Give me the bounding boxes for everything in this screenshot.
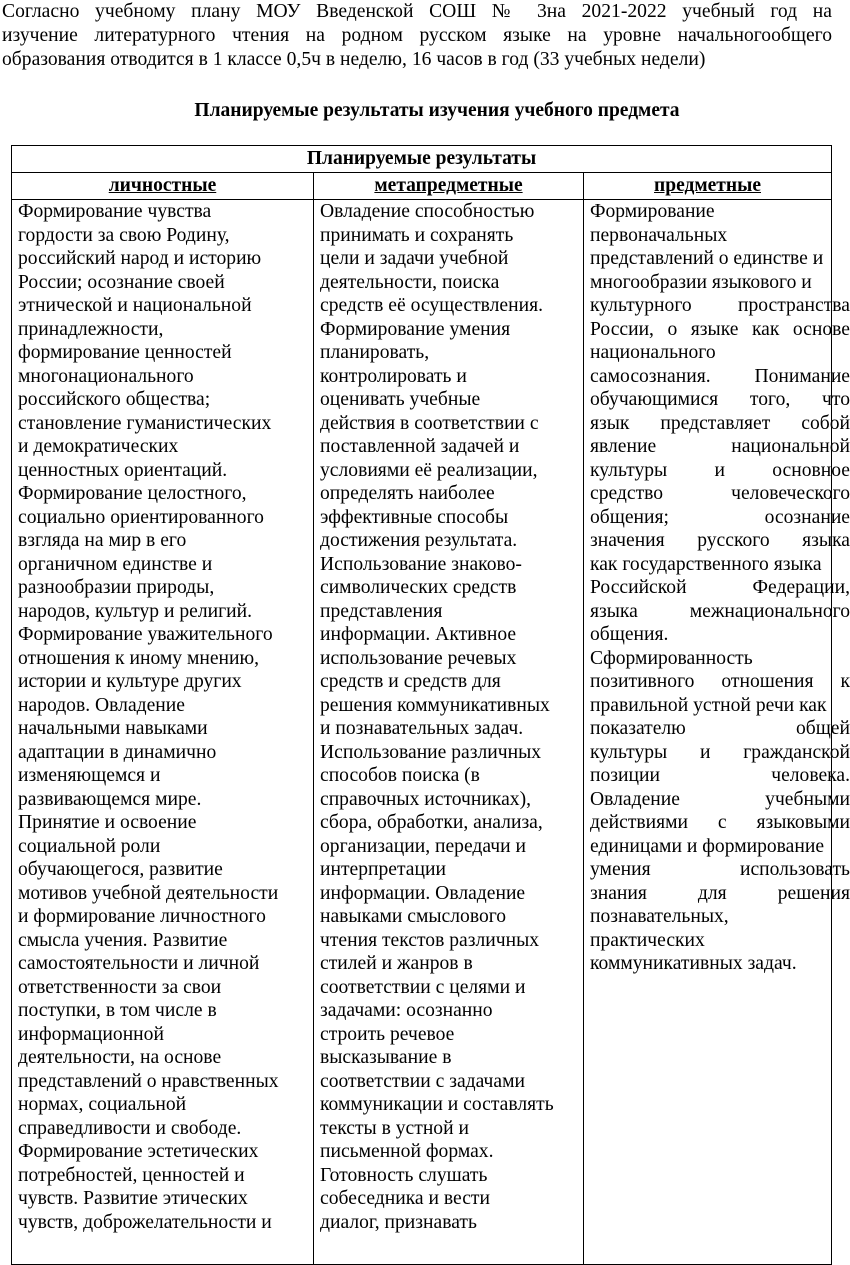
- text-line: языка межнационального: [590, 600, 850, 622]
- text-line: коммуникации и составлять: [320, 1094, 554, 1115]
- text-line: национального: [590, 342, 716, 363]
- text-line: органичном единстве и: [18, 553, 213, 575]
- text-line: значения русского языка: [590, 530, 850, 551]
- text-line: отношения к иному мнению,: [18, 647, 260, 669]
- text-line: Использование знаково-: [320, 553, 522, 575]
- text-line: организации, передачи и: [320, 835, 527, 857]
- text-line: как государственного языка: [590, 553, 822, 575]
- text-line: показателю общей: [590, 718, 850, 739]
- text-line: Овладение учебными: [590, 788, 850, 810]
- text-line: поставленной задачей и: [320, 436, 520, 457]
- text-line: высказывание в: [320, 1047, 452, 1068]
- text-line: принадлежности,: [18, 318, 164, 340]
- intro-line: Согласно учебному плану МОУ Введенской СОШ № 3на 2021-2022 учебный год на: [2, 1, 832, 22]
- text-line: коммуникативных задач.: [590, 953, 797, 974]
- text-line: правильной устной речи как: [590, 694, 827, 716]
- text-line: оценивать учебные: [320, 389, 481, 410]
- text-line: социально ориентированного: [18, 506, 264, 528]
- text-line: многонационального: [18, 365, 194, 387]
- text-line: чтения текстов различных: [320, 929, 540, 951]
- text-line: справедливости и свободе.: [18, 1117, 242, 1139]
- text-line: символических средств: [320, 577, 517, 598]
- intro-paragraph: [2, 0, 832, 72]
- text-line: и демократических: [18, 436, 179, 457]
- text-line: потребностей, ценностей и: [18, 1164, 245, 1186]
- text-line: деятельности, поиска: [320, 271, 500, 293]
- text-line: стилей и жанров в: [320, 953, 473, 974]
- subject-results-cell: [584, 200, 850, 1265]
- text-line: контролировать и: [320, 365, 467, 387]
- text-line: сбора, обработки, анализа,: [320, 812, 543, 833]
- text-line: обучающимися того, что: [590, 389, 850, 410]
- text-line: общения.: [590, 624, 669, 645]
- text-line: культуры и основное: [590, 459, 850, 481]
- text-line: средств её осуществления.: [320, 295, 544, 316]
- text-line: взгляда на мир в его: [18, 530, 187, 551]
- text-line: народов. Овладение: [18, 694, 185, 716]
- text-line: и формирование личностного: [18, 906, 266, 927]
- text-line: Использование различных: [320, 741, 542, 763]
- text-line: знания для решения: [590, 882, 850, 904]
- text-line: достижения результата.: [320, 530, 518, 551]
- text-line: Принятие и освоение: [18, 812, 197, 833]
- text-line: народов, культур и религий.: [18, 600, 253, 622]
- text-line: Формирование эстетических: [18, 1141, 259, 1162]
- text-line: диалог, признавать: [320, 1211, 477, 1233]
- text-line: навыками смыслового: [320, 906, 507, 927]
- text-line: гордости за свою Родину,: [18, 224, 230, 246]
- text-line: самосознания. Понимание: [590, 365, 850, 387]
- column-header-subject: предметные: [584, 173, 832, 200]
- column-header-personal: личностные: [12, 173, 314, 200]
- text-line: культурного пространства: [590, 295, 850, 316]
- text-line: тексты в устной и: [320, 1117, 469, 1139]
- text-line: и познавательных задач.: [320, 718, 524, 739]
- metasubject-results-cell: [314, 200, 584, 1265]
- intro-line: изучение литературного чтения на родном русском языке на уровне начальногообщего: [2, 25, 832, 46]
- text-line: этнической и национальной: [18, 295, 252, 316]
- text-line: определять наиболее: [320, 483, 495, 504]
- intro-line: образования отводится в 1 классе 0,5ч в неделю, 16 часов в год (33 учебных недели): [2, 49, 706, 70]
- text-line: Формирование чувства: [18, 201, 212, 222]
- text-line: российского общества;: [18, 389, 211, 410]
- text-line: адаптации в динамично: [18, 741, 217, 763]
- text-line: Сформированность: [590, 647, 753, 669]
- text-line: истории и культуре других: [18, 671, 242, 692]
- column-header-metasubject: метапредметные: [314, 173, 584, 200]
- text-line: решения коммуникативных: [320, 694, 550, 716]
- text-line: Формирование умения: [320, 318, 511, 340]
- text-line: соответствии с целями и: [320, 976, 526, 998]
- text-line: информации. Активное: [320, 624, 517, 645]
- text-line: строить речевое: [320, 1023, 455, 1045]
- text-line: представления: [320, 600, 443, 622]
- text-line: планировать,: [320, 342, 430, 363]
- text-line: ценностных ориентаций.: [18, 459, 228, 481]
- text-line: смысла учения. Развитие: [18, 929, 228, 951]
- text-line: социальной роли: [18, 835, 161, 857]
- text-line: российский народ и историю: [18, 248, 262, 269]
- text-line: справочных источниках),: [320, 788, 532, 810]
- text-line: позиции человека.: [590, 765, 850, 786]
- text-line: становление гуманистических: [18, 412, 272, 434]
- text-line: представлений о нравственных: [18, 1070, 279, 1092]
- text-line: информации. Овладение: [320, 882, 526, 904]
- text-line: эффективные способы: [320, 506, 509, 528]
- personal-results-cell: [12, 200, 314, 1265]
- text-line: формирование ценностей: [18, 342, 232, 363]
- text-line: изменяющемся и: [18, 765, 161, 786]
- text-line: развивающемся мире.: [18, 788, 202, 810]
- text-line: России, о языке как основе: [590, 318, 850, 340]
- text-line: чувств, доброжелательности и: [18, 1211, 272, 1233]
- text-line: начальными навыками: [18, 718, 208, 739]
- text-line: поступки, в том числе в: [18, 1000, 217, 1021]
- section-heading: Планируемые результаты изучения учебного предмета: [194, 100, 680, 121]
- text-line: принимать и сохранять: [320, 224, 514, 246]
- text-line: единицами и формирование: [590, 835, 825, 857]
- text-line: действия в соответствии с: [320, 412, 539, 434]
- text-line: разнообразии природы,: [18, 577, 215, 598]
- text-line: Готовность слушать: [320, 1164, 488, 1186]
- text-line: первоначальных: [590, 224, 728, 246]
- text-line: соответствии с задачами: [320, 1070, 525, 1092]
- text-line: самостоятельности и личной: [18, 953, 260, 974]
- text-line: собеседника и вести: [320, 1188, 490, 1209]
- text-line: познавательных,: [590, 906, 729, 927]
- text-line: Российской Федерации,: [590, 577, 850, 598]
- text-line: обучающегося, развитие: [18, 859, 223, 880]
- text-line: многообразии языкового и: [590, 271, 812, 293]
- text-line: интерпретации: [320, 859, 446, 880]
- text-line: представлений о единстве и: [590, 248, 824, 269]
- text-line: средств и средств для: [320, 671, 501, 692]
- text-line: практических: [590, 929, 705, 951]
- text-line: нормах, социальной: [18, 1094, 187, 1115]
- text-line: письменной формах.: [320, 1141, 494, 1162]
- results-table: [11, 145, 850, 1265]
- text-line: культуры и гражданской: [590, 741, 850, 763]
- text-line: общения; осознание: [590, 506, 850, 528]
- text-line: России; осознание своей: [18, 271, 225, 293]
- text-line: язык представляет собой: [590, 412, 850, 434]
- text-line: задачами: осознанно: [320, 1000, 493, 1021]
- text-line: Формирование уважительного: [18, 624, 273, 645]
- table-title: Планируемые результаты: [12, 146, 832, 173]
- text-line: чувств. Развитие этических: [18, 1188, 248, 1209]
- text-line: Формирование целостного,: [18, 483, 247, 504]
- text-line: явление национальной: [590, 436, 850, 457]
- text-line: цели и задачи учебной: [320, 248, 509, 269]
- text-line: Формирование: [590, 201, 715, 222]
- text-line: способов поиска (в: [320, 765, 480, 786]
- text-line: условиями её реализации,: [320, 459, 538, 481]
- text-line: позитивного отношения к: [590, 671, 850, 692]
- text-line: средство человеческого: [590, 483, 850, 504]
- text-line: действиями с языковыми: [590, 812, 850, 833]
- text-line: мотивов учебной деятельности: [18, 882, 279, 904]
- text-line: ответственности за свои: [18, 976, 222, 998]
- text-line: деятельности, на основе: [18, 1047, 222, 1068]
- text-line: использование речевых: [320, 647, 517, 669]
- text-line: Овладение способностью: [320, 201, 535, 222]
- text-line: информационной: [18, 1023, 164, 1045]
- text-line: умения использовать: [590, 859, 850, 880]
